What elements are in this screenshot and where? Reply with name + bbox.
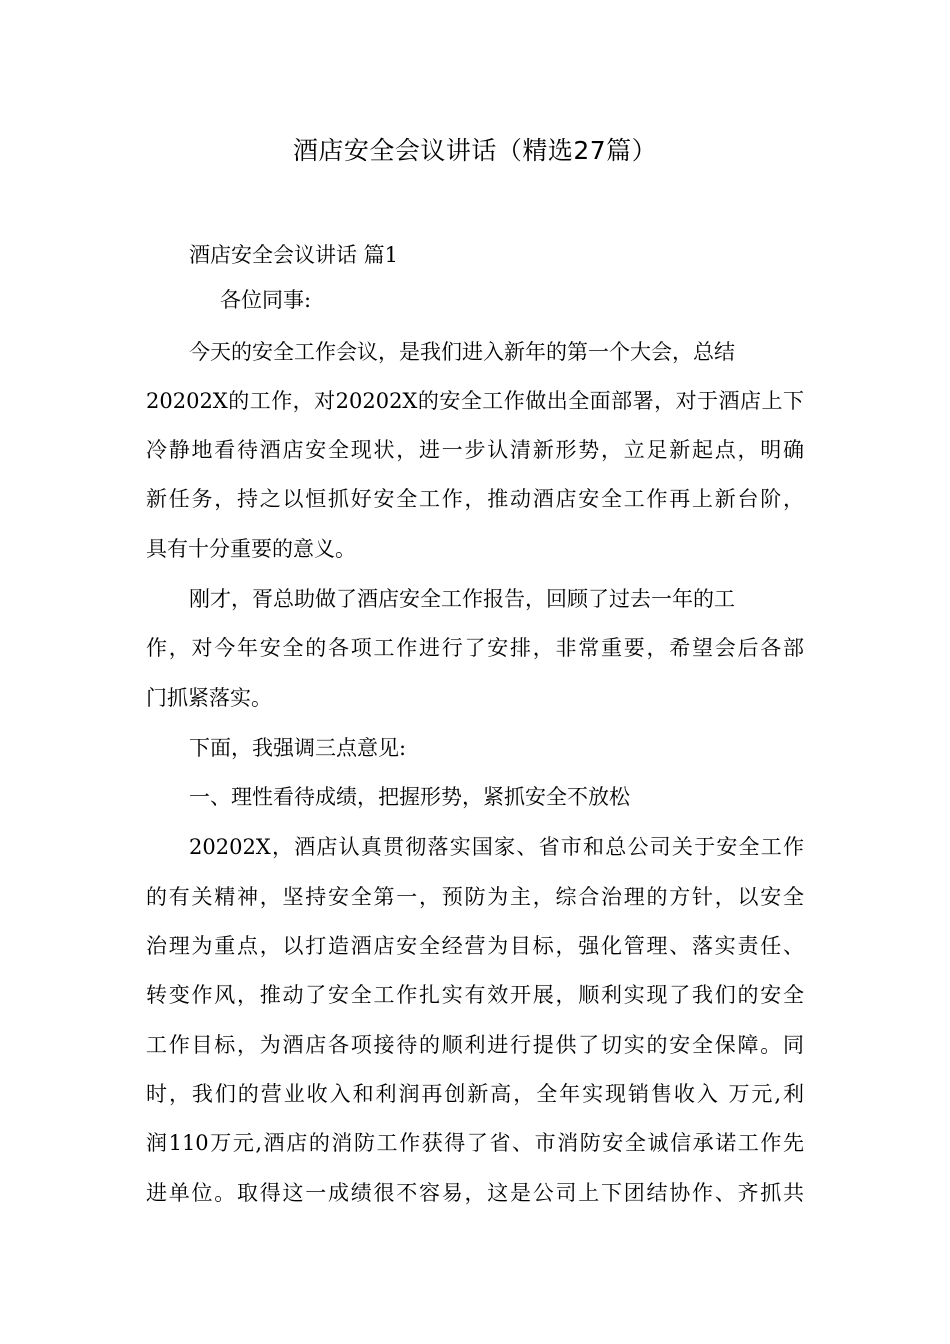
paragraph-4-line-5: 工作目标，为酒店各项接待的顺利进行提供了切实的安全保障。同: [146, 1033, 804, 1057]
paragraph-3: 下面，我强调三点意见:: [189, 736, 407, 760]
paragraph-4-line-8: 进单位。取得这一成绩很不容易，这是公司上下团结协作、齐抓共: [146, 1181, 804, 1205]
paragraph-2-line-3: 门抓紧落实。: [146, 686, 272, 710]
paragraph-4-line-6: 时，我们的营业收入和利润再创新高，全年实现销售收入 万元,利: [146, 1082, 804, 1106]
paragraph-2-line-2: 作，对今年安全的各项工作进行了安排，非常重要，希望会后各部: [146, 636, 804, 660]
paragraph-4-line-7: 润110万元,酒店的消防工作获得了省、市消防安全诚信承诺工作先: [146, 1131, 804, 1155]
paragraph-1-line-5: 具有十分重要的意义。: [146, 537, 356, 561]
paragraph-4-line-1: 20202X，酒店认真贯彻落实国家、省市和总公司关于安全工作: [189, 835, 804, 859]
paragraph-1-line-3: 冷静地看待酒店安全现状，进一步认清新形势，立足新起点，明确: [146, 438, 804, 462]
paragraph-1-line-4: 新任务，持之以恒抓好安全工作，推动酒店安全工作再上新台阶，: [146, 487, 804, 511]
section-heading: 酒店安全会议讲话 篇1: [189, 243, 399, 267]
paragraph-2-line-1: 刚才，胥总助做了酒店安全工作报告，回顾了过去一年的工: [189, 587, 735, 611]
paragraph-4-line-2: 的有关精神，坚持安全第一，预防为主，综合治理的方针，以安全: [146, 885, 804, 909]
paragraph-4-line-4: 转变作风，推动了安全工作扎实有效开展，顺利实现了我们的安全: [146, 983, 804, 1007]
greeting: 各位同事:: [220, 288, 312, 312]
paragraph-1-line-2: 20202X的工作，对20202X的安全工作做出全面部署，对于酒店上下: [146, 389, 804, 413]
document-title: 酒店安全会议讲话（精选27篇）: [292, 136, 658, 165]
paragraph-4-line-3: 治理为重点，以打造酒店安全经营为目标，强化管理、落实责任、: [146, 934, 804, 958]
point-1-heading: 一、理性看待成绩，把握形势，紧抓安全不放松: [189, 785, 630, 809]
paragraph-1-line-1: 今天的安全工作会议，是我们进入新年的第一个大会，总结: [189, 340, 735, 364]
